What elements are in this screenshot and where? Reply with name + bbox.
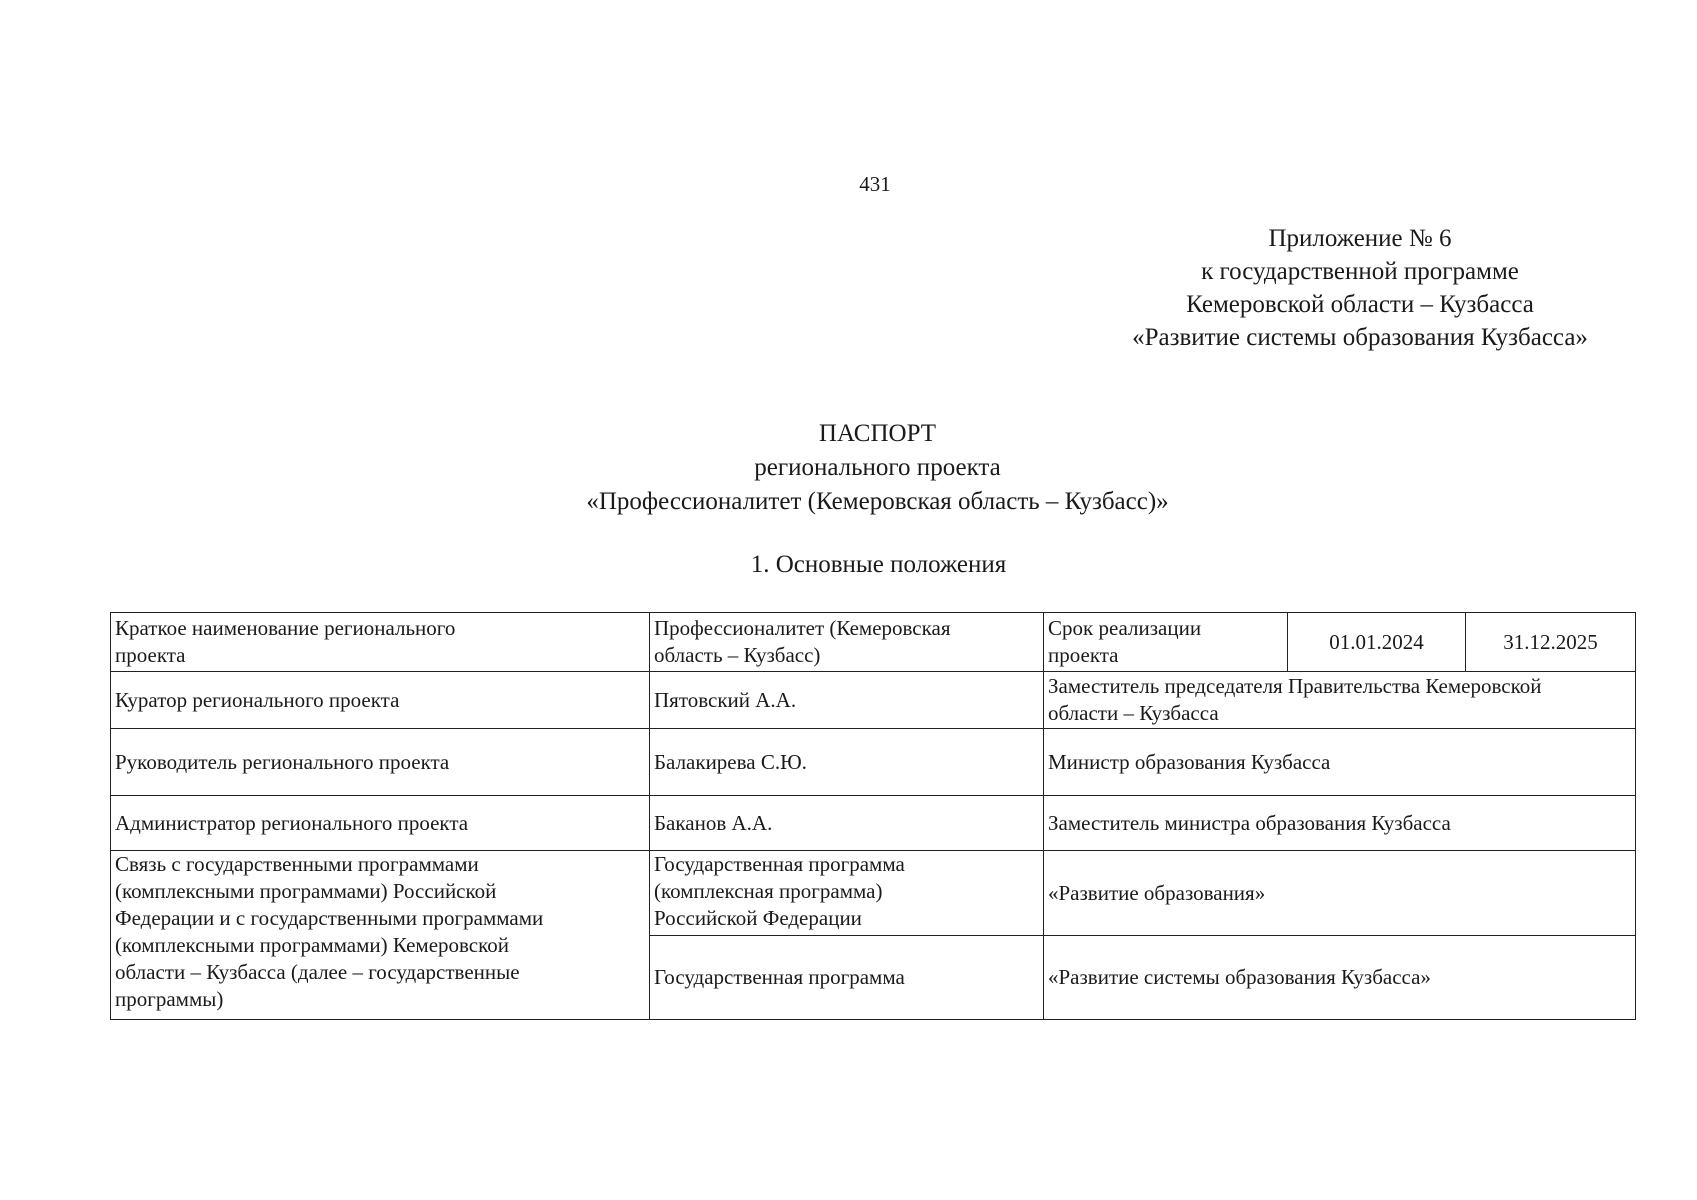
appendix-block	[1060, 222, 1660, 354]
regional-program-name-cell: «Развитие системы образования Кузбасса»	[1044, 936, 1636, 1020]
section-title: 1. Основные положения	[750, 551, 1007, 578]
passport-heading	[0, 417, 1697, 519]
cell-text: Срок реализации	[1048, 616, 1202, 640]
regional-program-type-cell: Государственная программа	[650, 936, 1044, 1020]
cell-text: Краткое наименование регионального	[115, 616, 456, 640]
cell-text: Заместитель председателя Правительства Кемеровской	[1048, 674, 1542, 698]
admin-label-cell: Администратор регионального проекта	[111, 796, 650, 851]
admin-position-cell: Заместитель министра образования Кузбасса	[1044, 796, 1636, 851]
curator-name-cell: Пятовский А.А.	[650, 672, 1044, 729]
cell-text: область – Кузбасс)	[654, 643, 821, 667]
cell-text: (комплексными программами) Российской	[115, 879, 497, 903]
project-info-table	[110, 612, 1636, 1020]
period-label-cell	[1044, 613, 1288, 672]
short-name-value-cell	[650, 613, 1044, 672]
cell-text: Федерации и с государственными программами	[115, 906, 544, 930]
cell-text: (комплексными программами) Кемеровской	[115, 933, 510, 957]
appendix-line: к государственной программе	[1201, 258, 1519, 285]
cell-text: Связь с государственными программами	[115, 852, 479, 876]
head-position-cell: Министр образования Кузбасса	[1044, 729, 1636, 796]
page-number: 431	[859, 172, 891, 196]
start-date-cell: 01.01.2024	[1288, 613, 1466, 672]
cell-text: программы)	[115, 987, 224, 1011]
cell-text: проекта	[1048, 643, 1119, 667]
table-row	[111, 729, 1636, 796]
curator-label-cell: Куратор регионального проекта	[111, 672, 650, 729]
cell-text: проекта	[115, 643, 186, 667]
appendix-line: «Развитие системы образования Кузбасса»	[1132, 324, 1588, 351]
cell-text: Государственная программа	[654, 852, 905, 876]
admin-name-cell: Баканов А.А.	[650, 796, 1044, 851]
cell-text: области – Кузбасса	[1048, 701, 1219, 725]
cell-text: Профессионалитет (Кемеровская	[654, 616, 951, 640]
curator-position-cell	[1044, 672, 1636, 729]
head-name-cell: Балакирева С.Ю.	[650, 729, 1044, 796]
project-name: «Профессионалитет (Кемеровская область – Кузбасс)»	[586, 488, 1169, 515]
federal-program-name-cell: «Развитие образования»	[1044, 851, 1636, 936]
programs-link-label-cell	[111, 851, 650, 1020]
head-label-cell: Руководитель регионального проекта	[111, 729, 650, 796]
table-row	[111, 672, 1636, 729]
federal-program-type-cell	[650, 851, 1044, 936]
table-row	[111, 613, 1636, 672]
passport-subtitle: регионального проекта	[754, 454, 1001, 481]
short-name-label-cell	[111, 613, 650, 672]
end-date-cell: 31.12.2025	[1466, 613, 1636, 672]
table-row	[111, 796, 1636, 851]
table-row	[111, 851, 1636, 936]
passport-title: ПАСПОРТ	[818, 420, 937, 447]
appendix-line: Кемеровской области – Кузбасса	[1186, 291, 1534, 318]
appendix-line: Приложение № 6	[1268, 225, 1452, 252]
cell-text: области – Кузбасса (далее – государственные	[115, 960, 520, 984]
cell-text: Российской Федерации	[654, 906, 862, 930]
cell-text: (комплексная программа)	[654, 879, 883, 903]
